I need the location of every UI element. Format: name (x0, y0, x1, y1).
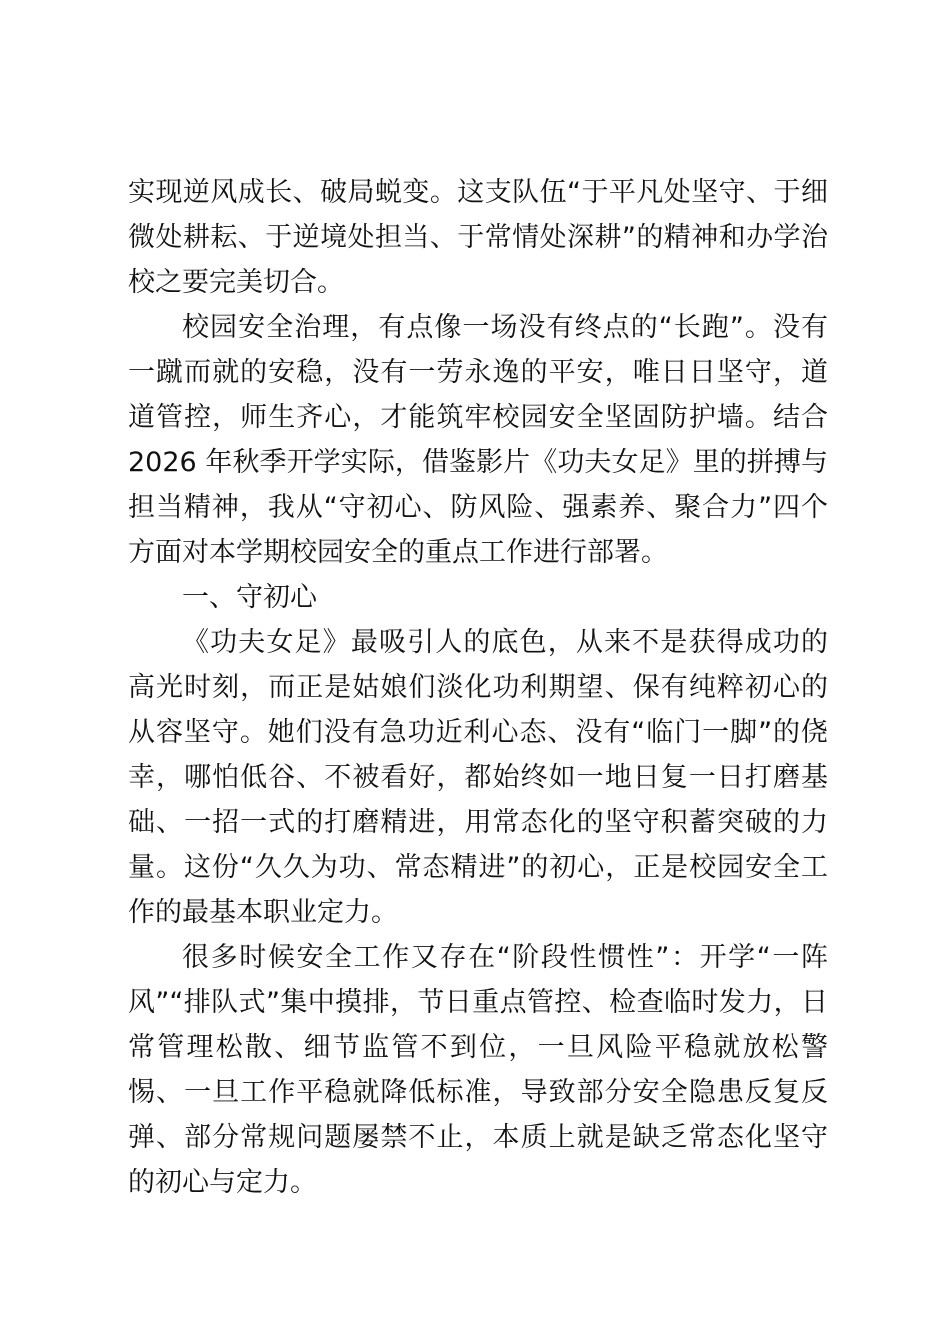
section-heading-keep-original-aspiration: 一、守初心 (182, 582, 317, 613)
paragraph-campus-safety-governance: 校园安全治理，有点像一场没有终点的“长跑”。没有一蹴而就的安稳，没有一劳永逸的平安，唯日日坚守，道道管控，师生齐心，才能筑牢校园安全坚固防护墙。结合 2026 年秋季开学实际，借鉴影片《功夫女足》里的拼搏与担当精神，我从“守初心、防风险、强素养、聚合力”四个方面对本学期校园安全的重点工作进行部署。 (128, 312, 828, 568)
document-body (128, 170, 828, 1205)
paragraph-kungfu-football-spirit: 《功夫女足》最吸引人的底色，从来不是获得成功的高光时刻，而正是姑娘们淡化功利期望、保有纯粹初心的从容坚守。她们没有急功近利心态、没有“临门一脚”的侥幸，哪怕低谷、不被看好，都始终如一地日复一日打磨基础、一招一式的打磨精进，用常态化的坚守积蓄突破的力量。这份“久久为功、常态精进”的初心，正是校园安全工作的最基本职业定力。 (128, 627, 828, 928)
paragraph-continuation: 实现逆风成长、破局蜕变。这支队伍“于平凡处坚守、于细微处耕耘、于逆境处担当、于常情处深耕”的精神和办学治校之要完美切合。 (128, 177, 828, 298)
paragraph-stage-inertia: 很多时候安全工作又存在“阶段性惯性”：开学“一阵风”“排队式”集中摸排，节日重点管控、检查临时发力，日常管理松散、细节监管不到位，一旦风险平稳就放松警惕、一旦工作平稳就降低标准，导致部分安全隐患反复反弹、部分常规问题屡禁不止，本质上就是缺乏常态化坚守的初心与定力。 (128, 942, 828, 1198)
